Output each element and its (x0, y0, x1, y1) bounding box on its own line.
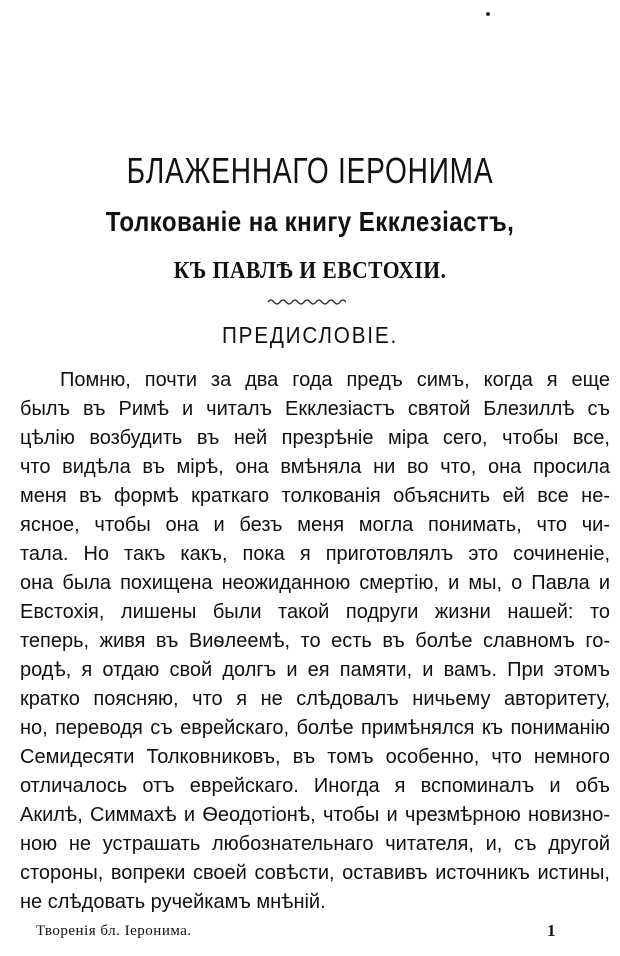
paragraph-line: теперь, живя въ Виѳлеемѣ, то есть въ болѣе славномъ го- (20, 630, 610, 652)
paragraph-line: ясное, чтобы она и безъ меня могла понимать, что чи- (20, 514, 610, 536)
paragraph-line: тала. Но такъ какъ, пока я приготовлялъ это сочиненіе, (20, 543, 610, 565)
page-number: 1 (547, 921, 556, 940)
paragraph-line: не слѣдовать ручейкамъ мнѣній. (20, 891, 326, 913)
paragraph-line: былъ въ Римѣ и читалъ Екклезіастъ святой Блезиллѣ съ (20, 398, 610, 420)
paragraph-line: отличалось отъ еврейскаго. Иногда я вспоминалъ и объ (20, 775, 610, 797)
preface-paragraph (20, 366, 610, 917)
paragraph-line: цѣлію возбудить въ ней презрѣніе міра сего, чтобы все, (20, 427, 610, 449)
paragraph-line: родѣ, я отдаю свой долгъ и ея памяти, и вамъ. При этомъ (20, 659, 610, 681)
page-subtitle: Толкованіе на книгу Екклезіастъ, (105, 206, 515, 237)
paragraph-line: Семидесяти Толковниковъ, въ томъ особенно, что немного (20, 746, 610, 768)
paragraph-line: она была похищена неожиданною смертію, и мы, о Павла и (20, 572, 610, 594)
ink-speck (486, 12, 490, 16)
wavy-divider (266, 296, 346, 308)
paragraph-line: Помню, почти за два года предъ симъ, когда я еще (60, 369, 610, 391)
page-title: БЛАЖЕННАГО ІЕРОНИМА (126, 150, 494, 191)
paragraph-line: Акилѣ, Симмахѣ и Ѳеодотіонѣ, чтобы и чрезмѣрною новизно- (20, 804, 610, 826)
paragraph-line: но, переводя съ еврейскаго, болѣе примѣнялся къ пониманію (20, 717, 610, 739)
dedication-line: КЪ ПАВЛѢ И ЕВСТОХІИ. (173, 258, 447, 284)
paragraph-line: кратко поясняю, что я не слѣдовалъ ничьему авторитету, (20, 688, 610, 710)
paragraph-line: что видѣла въ мірѣ, она вмѣняла ни во что, она просила (20, 456, 610, 478)
paragraph-line: меня въ формѣ краткаго толкованія объяснить ей все не- (20, 485, 610, 507)
paragraph-line: Евстохія, лишены были такой подруги жизни нашей: то (20, 601, 610, 623)
paragraph-line: ною не устрашать любознательнаго читателя, и, съ другой (20, 833, 610, 855)
paragraph-line: стороны, вопреки своей совѣсти, оставивъ источникъ истины, (20, 862, 610, 884)
footer-signature: Творенія бл. Іеронима. (36, 923, 192, 939)
section-heading: ПРЕДИСЛОВІЕ. (221, 322, 399, 348)
